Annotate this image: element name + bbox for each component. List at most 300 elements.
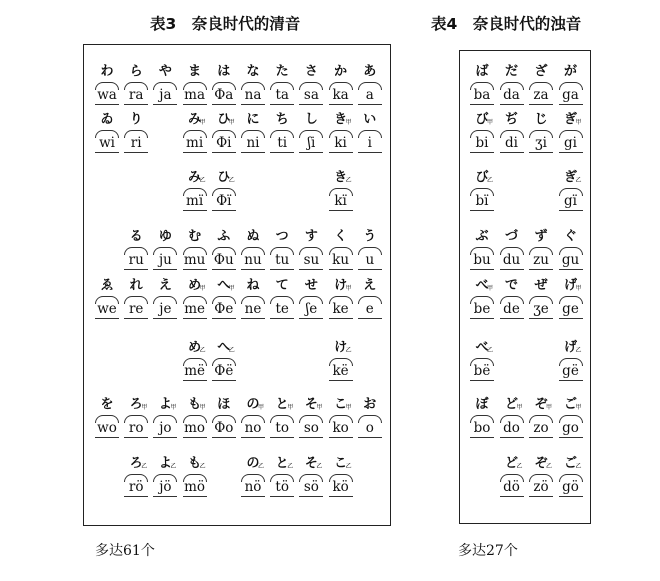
romaji-transcription: du bbox=[502, 252, 521, 268]
kana-glyph: を bbox=[100, 397, 114, 412]
romaji-underline bbox=[500, 437, 524, 438]
romaji-transcription: Φë bbox=[214, 363, 234, 379]
kana-glyph: き bbox=[334, 170, 348, 185]
romaji-underline bbox=[529, 104, 553, 105]
romaji-underline bbox=[241, 152, 265, 153]
kana-type-index: 甲 bbox=[345, 119, 352, 126]
romaji-transcription: zu bbox=[533, 252, 549, 268]
romaji-transcription: ki bbox=[334, 135, 347, 151]
kana-glyph: が bbox=[563, 64, 577, 79]
romaji-underline bbox=[270, 318, 294, 319]
romaji-underline bbox=[329, 210, 353, 211]
kana-glyph: め bbox=[188, 340, 202, 355]
romaji-transcription: sö bbox=[303, 479, 319, 495]
kana-type-index: 甲 bbox=[575, 404, 582, 411]
syllable-cell bbox=[556, 278, 586, 334]
romaji-transcription: gi bbox=[564, 135, 577, 151]
syllable-cell bbox=[526, 456, 556, 512]
syllable-cell bbox=[121, 456, 151, 512]
romaji-underline bbox=[241, 496, 265, 497]
kana-glyph: り bbox=[129, 112, 143, 127]
syllable-cell bbox=[556, 170, 586, 226]
romaji-underline bbox=[529, 269, 553, 270]
syllable-cell bbox=[209, 170, 239, 226]
syllable-cell bbox=[296, 229, 326, 285]
romaji-transcription: tu bbox=[275, 252, 290, 268]
romaji-transcription: de bbox=[503, 301, 520, 317]
syllable-cell bbox=[326, 170, 356, 226]
kana-glyph: ぐ bbox=[563, 229, 577, 244]
kana-glyph: ゆ bbox=[158, 229, 172, 244]
kana-glyph: ご bbox=[563, 456, 577, 471]
romaji-underline bbox=[470, 318, 494, 319]
romaji-transcription: Φï bbox=[216, 193, 232, 209]
romaji-underline bbox=[329, 437, 353, 438]
romaji-underline bbox=[183, 437, 207, 438]
syllable-cell bbox=[526, 397, 556, 453]
romaji-transcription: Φa bbox=[214, 87, 234, 103]
kana-glyph: ひ bbox=[217, 112, 231, 127]
romaji-underline bbox=[124, 152, 148, 153]
syllable-cell bbox=[180, 278, 210, 334]
syllable-cell bbox=[121, 278, 151, 334]
kana-glyph: ろ bbox=[129, 456, 143, 471]
romaji-transcription: je bbox=[159, 301, 172, 317]
syllable-cell bbox=[92, 397, 122, 453]
syllable-cell bbox=[267, 456, 297, 512]
syllable-cell bbox=[296, 112, 326, 168]
kana-glyph: え bbox=[363, 278, 377, 293]
syllable-cell bbox=[326, 229, 356, 285]
syllable-cell bbox=[209, 112, 239, 168]
romaji-underline bbox=[183, 210, 207, 211]
kana-glyph: み bbox=[188, 112, 202, 127]
kana-glyph: け bbox=[334, 278, 348, 293]
romaji-transcription: jö bbox=[159, 479, 172, 495]
romaji-transcription: kö bbox=[332, 479, 349, 495]
romaji-transcription: wa bbox=[97, 87, 117, 103]
kana-glyph: も bbox=[188, 397, 202, 412]
romaji-transcription: ʒi bbox=[535, 135, 547, 151]
romaji-transcription: gu bbox=[561, 252, 580, 268]
kana-glyph: と bbox=[275, 456, 289, 471]
syllable-cell bbox=[238, 397, 268, 453]
romaji-underline bbox=[559, 269, 583, 270]
kana-glyph: び bbox=[475, 112, 489, 127]
syllable-cell bbox=[467, 340, 497, 396]
romaji-transcription: za bbox=[533, 87, 549, 103]
kana-type-index: 乙 bbox=[345, 463, 352, 470]
romaji-transcription: ko bbox=[332, 420, 349, 436]
romaji-transcription: ʒe bbox=[533, 301, 549, 317]
kana-type-index: 乙 bbox=[170, 463, 177, 470]
kana-glyph: ぎ bbox=[563, 112, 577, 127]
table3-title: 表3 奈良时代的清音 bbox=[150, 15, 301, 33]
kana-glyph: ら bbox=[129, 64, 143, 79]
romaji-underline bbox=[124, 437, 148, 438]
syllable-cell bbox=[121, 229, 151, 285]
romaji-underline bbox=[183, 318, 207, 319]
syllable-cell bbox=[209, 397, 239, 453]
syllable-cell bbox=[180, 340, 210, 396]
romaji-transcription: jo bbox=[159, 420, 172, 436]
romaji-transcription: mu bbox=[183, 252, 206, 268]
romaji-underline bbox=[329, 318, 353, 319]
romaji-transcription: ru bbox=[128, 252, 144, 268]
romaji-underline bbox=[529, 496, 553, 497]
romaji-underline bbox=[183, 380, 207, 381]
romaji-underline bbox=[270, 104, 294, 105]
kana-type-index: 甲 bbox=[287, 404, 294, 411]
syllable-cell bbox=[355, 278, 385, 334]
kana-type-index: 乙 bbox=[546, 463, 553, 470]
kana-type-index: 乙 bbox=[516, 463, 523, 470]
kana-glyph: け bbox=[334, 340, 348, 355]
romaji-transcription: bi bbox=[475, 135, 489, 151]
syllable-cell bbox=[497, 229, 527, 285]
romaji-underline bbox=[500, 318, 524, 319]
kana-glyph: あ bbox=[363, 64, 377, 79]
kana-glyph: ひ bbox=[217, 170, 231, 185]
romaji-transcription: ni bbox=[246, 135, 260, 151]
romaji-transcription: kï bbox=[334, 193, 347, 209]
romaji-underline bbox=[500, 104, 524, 105]
romaji-transcription: su bbox=[303, 252, 320, 268]
romaji-transcription: ba bbox=[473, 87, 491, 103]
romaji-underline bbox=[212, 269, 236, 270]
romaji-transcription: ta bbox=[275, 87, 289, 103]
romaji-transcription: gë bbox=[562, 363, 579, 379]
romaji-underline bbox=[529, 152, 553, 153]
romaji-transcription: gï bbox=[564, 193, 577, 209]
kana-glyph: く bbox=[334, 229, 348, 244]
romaji-underline bbox=[124, 269, 148, 270]
romaji-transcription: so bbox=[303, 420, 319, 436]
syllable-cell bbox=[296, 397, 326, 453]
kana-glyph: や bbox=[158, 64, 172, 79]
kana-glyph: も bbox=[188, 456, 202, 471]
kana-glyph: こ bbox=[334, 397, 348, 412]
kana-glyph: べ bbox=[475, 278, 489, 293]
kana-type-index: 乙 bbox=[575, 463, 582, 470]
kana-type-index: 甲 bbox=[170, 404, 177, 411]
romaji-underline bbox=[95, 437, 119, 438]
kana-glyph: よ bbox=[158, 397, 172, 412]
kana-glyph: ぶ bbox=[475, 229, 489, 244]
romaji-transcription: nu bbox=[244, 252, 262, 268]
romaji-underline bbox=[153, 318, 177, 319]
romaji-underline bbox=[500, 496, 524, 497]
syllable-cell bbox=[267, 229, 297, 285]
syllable-cell bbox=[526, 229, 556, 285]
kana-glyph: れ bbox=[129, 278, 143, 293]
romaji-underline bbox=[329, 152, 353, 153]
romaji-underline bbox=[299, 318, 323, 319]
kana-glyph: つ bbox=[275, 229, 289, 244]
syllable-cell bbox=[150, 278, 180, 334]
kana-glyph: ふ bbox=[217, 229, 231, 244]
kana-glyph: そ bbox=[304, 456, 318, 471]
syllable-cell bbox=[467, 229, 497, 285]
kana-glyph: げ bbox=[563, 278, 577, 293]
kana-glyph: て bbox=[275, 278, 289, 293]
kana-glyph: ず bbox=[534, 229, 548, 244]
romaji-transcription: bë bbox=[473, 363, 491, 379]
kana-glyph: ぢ bbox=[504, 112, 518, 127]
kana-glyph: ぼ bbox=[475, 397, 489, 412]
kana-type-index: 甲 bbox=[228, 285, 235, 292]
syllable-cell bbox=[296, 278, 326, 334]
kana-type-index: 乙 bbox=[487, 177, 494, 184]
syllable-cell bbox=[267, 112, 297, 168]
kana-type-index: 乙 bbox=[228, 347, 235, 354]
syllable-cell bbox=[180, 229, 210, 285]
kana-glyph: そ bbox=[304, 397, 318, 412]
kana-glyph: お bbox=[363, 397, 377, 412]
romaji-transcription: ja bbox=[159, 87, 172, 103]
kana-type-index: 甲 bbox=[546, 404, 553, 411]
romaji-transcription: o bbox=[365, 420, 374, 436]
romaji-underline bbox=[124, 318, 148, 319]
romaji-transcription: ke bbox=[332, 301, 349, 317]
romaji-underline bbox=[358, 318, 382, 319]
romaji-transcription: be bbox=[473, 301, 491, 317]
kana-type-index: 乙 bbox=[199, 347, 206, 354]
kana-glyph: は bbox=[217, 64, 231, 79]
romaji-underline bbox=[500, 269, 524, 270]
kana-glyph: と bbox=[275, 397, 289, 412]
romaji-underline bbox=[329, 496, 353, 497]
kana-glyph: ど bbox=[504, 456, 518, 471]
romaji-underline bbox=[299, 269, 323, 270]
romaji-underline bbox=[299, 104, 323, 105]
syllable-cell bbox=[556, 397, 586, 453]
syllable-cell bbox=[92, 278, 122, 334]
kana-glyph: ぬ bbox=[246, 229, 260, 244]
kana-type-index: 乙 bbox=[228, 177, 235, 184]
romaji-underline bbox=[153, 496, 177, 497]
kana-glyph: み bbox=[188, 170, 202, 185]
kana-type-index: 甲 bbox=[199, 404, 206, 411]
syllable-cell bbox=[296, 456, 326, 512]
romaji-underline bbox=[559, 437, 583, 438]
kana-type-index: 乙 bbox=[258, 463, 265, 470]
kana-glyph: こ bbox=[334, 456, 348, 471]
romaji-underline bbox=[470, 210, 494, 211]
kana-glyph: だ bbox=[504, 64, 518, 79]
romaji-underline bbox=[270, 269, 294, 270]
kana-glyph: じ bbox=[534, 112, 548, 127]
romaji-underline bbox=[212, 152, 236, 153]
kana-type-index: 甲 bbox=[258, 404, 265, 411]
kana-glyph: ど bbox=[504, 397, 518, 412]
kana-glyph: さ bbox=[304, 64, 318, 79]
syllable-cell bbox=[556, 112, 586, 168]
kana-glyph: よ bbox=[158, 456, 172, 471]
romaji-transcription: mö bbox=[184, 479, 206, 495]
romaji-transcription: we bbox=[97, 301, 117, 317]
romaji-transcription: da bbox=[503, 87, 520, 103]
kana-type-index: 甲 bbox=[487, 119, 494, 126]
romaji-underline bbox=[358, 269, 382, 270]
kana-glyph: づ bbox=[504, 229, 518, 244]
kana-type-index: 甲 bbox=[141, 404, 148, 411]
kana-glyph: し bbox=[304, 112, 318, 127]
syllable-cell bbox=[497, 278, 527, 334]
romaji-underline bbox=[329, 380, 353, 381]
kana-type-index: 乙 bbox=[575, 347, 582, 354]
syllable-cell bbox=[209, 278, 239, 334]
romaji-underline bbox=[470, 380, 494, 381]
romaji-underline bbox=[270, 496, 294, 497]
syllable-cell bbox=[267, 278, 297, 334]
romaji-transcription: nö bbox=[244, 479, 262, 495]
kana-glyph: の bbox=[246, 456, 260, 471]
table4-caption: 多达27个 bbox=[458, 543, 518, 559]
kana-glyph: で bbox=[504, 278, 518, 293]
table4-title: 表4 奈良时代的浊音 bbox=[431, 15, 582, 33]
kana-glyph: ほ bbox=[217, 397, 231, 412]
kana-type-index: 甲 bbox=[516, 404, 523, 411]
romaji-underline bbox=[183, 496, 207, 497]
kana-glyph: ろ bbox=[129, 397, 143, 412]
romaji-underline bbox=[153, 269, 177, 270]
romaji-transcription: më bbox=[184, 363, 205, 379]
kana-glyph: へ bbox=[217, 340, 231, 355]
syllable-cell bbox=[497, 456, 527, 512]
romaji-transcription: no bbox=[244, 420, 262, 436]
romaji-underline bbox=[358, 437, 382, 438]
syllable-cell bbox=[556, 229, 586, 285]
syllable-cell bbox=[355, 397, 385, 453]
romaji-transcription: i bbox=[367, 135, 372, 151]
kana-type-index: 甲 bbox=[345, 285, 352, 292]
kana-glyph: め bbox=[188, 278, 202, 293]
romaji-transcription: me bbox=[184, 301, 205, 317]
kana-glyph: む bbox=[188, 229, 202, 244]
syllable-cell bbox=[355, 112, 385, 168]
syllable-cell bbox=[150, 229, 180, 285]
romaji-underline bbox=[470, 437, 494, 438]
kana-glyph: ぞ bbox=[534, 397, 548, 412]
romaji-underline bbox=[95, 318, 119, 319]
syllable-cell bbox=[526, 112, 556, 168]
kana-type-index: 乙 bbox=[316, 463, 323, 470]
romaji-transcription: wi bbox=[99, 135, 115, 151]
kana-glyph: る bbox=[129, 229, 143, 244]
syllable-cell bbox=[121, 397, 151, 453]
romaji-transcription: ne bbox=[244, 301, 262, 317]
kana-glyph: ち bbox=[275, 112, 289, 127]
kana-type-index: 甲 bbox=[345, 404, 352, 411]
romaji-underline bbox=[124, 104, 148, 105]
romaji-transcription: mï bbox=[186, 193, 204, 209]
romaji-transcription: e bbox=[365, 301, 374, 317]
romaji-transcription: ka bbox=[332, 87, 349, 103]
romaji-underline bbox=[559, 152, 583, 153]
romaji-transcription: sa bbox=[303, 87, 319, 103]
romaji-underline bbox=[470, 269, 494, 270]
kana-type-index: 乙 bbox=[487, 347, 494, 354]
romaji-transcription: kë bbox=[332, 363, 349, 379]
kana-type-index: 甲 bbox=[575, 285, 582, 292]
kana-type-index: 甲 bbox=[575, 119, 582, 126]
kana-glyph: た bbox=[275, 64, 289, 79]
romaji-transcription: ʃe bbox=[305, 301, 318, 317]
kana-type-index: 甲 bbox=[199, 119, 206, 126]
syllable-cell bbox=[497, 397, 527, 453]
syllable-cell bbox=[238, 278, 268, 334]
romaji-underline bbox=[212, 104, 236, 105]
syllable-cell bbox=[526, 278, 556, 334]
syllable-cell bbox=[326, 340, 356, 396]
romaji-transcription: Φi bbox=[216, 135, 232, 151]
syllable-cell bbox=[556, 340, 586, 396]
syllable-cell bbox=[467, 278, 497, 334]
romaji-transcription: Φu bbox=[213, 252, 234, 268]
kana-type-index: 甲 bbox=[487, 285, 494, 292]
romaji-underline bbox=[470, 152, 494, 153]
kana-type-index: 乙 bbox=[345, 177, 352, 184]
syllable-cell bbox=[92, 112, 122, 168]
kana-glyph: び bbox=[475, 170, 489, 185]
romaji-underline bbox=[153, 104, 177, 105]
kana-glyph: の bbox=[246, 397, 260, 412]
romaji-transcription: wo bbox=[97, 420, 117, 436]
kana-glyph: す bbox=[304, 229, 318, 244]
romaji-transcription: ma bbox=[184, 87, 206, 103]
kana-glyph: に bbox=[246, 112, 260, 127]
syllable-cell bbox=[150, 456, 180, 512]
romaji-transcription: u bbox=[365, 252, 375, 268]
romaji-underline bbox=[329, 269, 353, 270]
kana-glyph: げ bbox=[563, 340, 577, 355]
romaji-transcription: to bbox=[275, 420, 289, 436]
romaji-transcription: do bbox=[503, 420, 520, 436]
romaji-underline bbox=[529, 318, 553, 319]
romaji-underline bbox=[183, 104, 207, 105]
romaji-underline bbox=[500, 152, 524, 153]
romaji-transcription: zö bbox=[533, 479, 549, 495]
kana-glyph: ぜ bbox=[534, 278, 548, 293]
kana-type-index: 乙 bbox=[287, 463, 294, 470]
kana-type-index: 甲 bbox=[199, 285, 206, 292]
romaji-transcription: ti bbox=[277, 135, 288, 151]
kana-type-index: 甲 bbox=[316, 404, 323, 411]
romaji-underline bbox=[270, 152, 294, 153]
romaji-transcription: mi bbox=[186, 135, 204, 151]
syllable-cell bbox=[209, 229, 239, 285]
romaji-transcription: rö bbox=[128, 479, 144, 495]
syllable-cell bbox=[497, 112, 527, 168]
romaji-underline bbox=[299, 437, 323, 438]
kana-glyph: う bbox=[363, 229, 377, 244]
syllable-cell bbox=[326, 112, 356, 168]
kana-glyph: ゑ bbox=[100, 278, 114, 293]
romaji-transcription: na bbox=[244, 87, 262, 103]
romaji-underline bbox=[559, 104, 583, 105]
romaji-underline bbox=[559, 318, 583, 319]
kana-glyph: え bbox=[158, 278, 172, 293]
romaji-transcription: ʃi bbox=[307, 135, 316, 151]
syllable-cell bbox=[267, 397, 297, 453]
romaji-transcription: re bbox=[128, 301, 144, 317]
syllable-cell bbox=[180, 170, 210, 226]
table3-caption: 多达61个 bbox=[95, 543, 155, 559]
syllable-cell bbox=[326, 397, 356, 453]
romaji-underline bbox=[529, 437, 553, 438]
romaji-underline bbox=[153, 437, 177, 438]
